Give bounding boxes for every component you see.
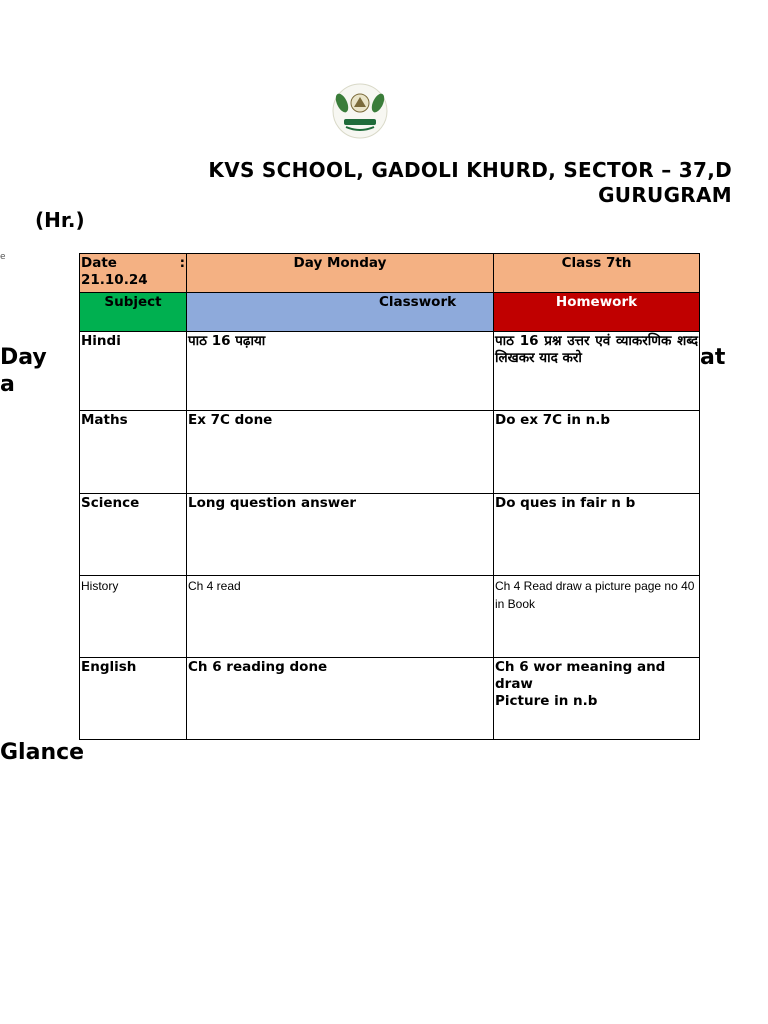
side-fragment-day: Day <box>0 345 47 370</box>
homework-cell: Do ques in fair n b <box>494 494 700 576</box>
classwork-cell: Ex 7C done <box>187 411 494 494</box>
subject-cell: History <box>80 576 187 658</box>
subject-cell: Maths <box>80 411 187 494</box>
side-fragment-at: at <box>700 345 726 370</box>
subject-cell: English <box>80 658 187 740</box>
classwork-cell: Long question answer <box>187 494 494 576</box>
school-title-line2: GURUGRAM <box>598 183 732 207</box>
table-row <box>80 411 700 494</box>
edge-mark: e <box>0 252 6 262</box>
side-fragment-a: a <box>0 372 15 397</box>
side-fragment-glance: Glance <box>0 740 85 765</box>
table-header-row <box>80 254 700 293</box>
school-title-line1: KVS SCHOOL, GADOLI KHURD, SECTOR – 37,D <box>208 158 732 182</box>
table-row <box>80 332 700 411</box>
school-logo-icon <box>330 83 390 139</box>
homework-header: Homework <box>494 293 700 332</box>
subject-cell: Science <box>80 494 187 576</box>
subject-header: Subject <box>80 293 187 332</box>
school-title <box>120 158 732 208</box>
table-row <box>80 576 700 658</box>
homework-diary-table <box>79 253 700 740</box>
classwork-cell: Ch 4 read <box>187 576 494 658</box>
date-cell <box>80 254 187 293</box>
table-row <box>80 494 700 576</box>
date-label: Date <box>81 255 117 271</box>
region-label: (Hr.) <box>35 208 85 232</box>
homework-line: Ch 6 wor meaning and draw <box>495 659 666 692</box>
subject-cell: Hindi <box>80 332 187 411</box>
classwork-cell: Ch 6 reading done <box>187 658 494 740</box>
classwork-header: Classwork <box>187 293 494 332</box>
date-colon: : <box>179 255 185 271</box>
homework-cell: पाठ 16 प्रश्न उत्तर एवं व्याकरणिक शब्द लिखकर याद करो <box>494 332 700 411</box>
homework-cell: Ch 4 Read draw a picture page no 40 in Book <box>494 576 700 658</box>
date-value: 21.10.24 <box>81 272 148 288</box>
homework-cell: Do ex 7C in n.b <box>494 411 700 494</box>
classwork-cell: पाठ 16 पढ़ाया <box>187 332 494 411</box>
day-cell: Day Monday <box>187 254 494 293</box>
class-cell: Class 7th <box>494 254 700 293</box>
table-row <box>80 658 700 740</box>
homework-cell <box>494 658 700 740</box>
homework-line: Picture in n.b <box>495 693 598 709</box>
column-header-row <box>80 293 700 332</box>
